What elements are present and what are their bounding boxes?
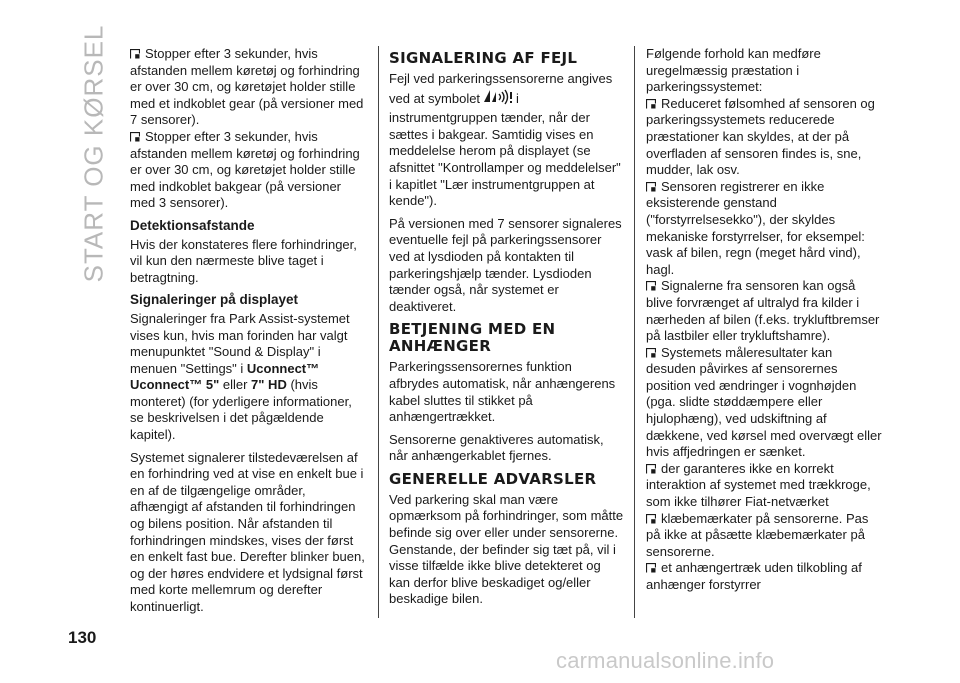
paragraph: Parkeringssensorernes funktion afbrydes automatisk, når anhængerens kabel sluttes til stikket på anhængertrækket. xyxy=(389,359,616,425)
column-divider xyxy=(378,46,379,618)
bullet-item: der garanteres ikke en korrekt interaktion af systemet med trækkroge, som ikke tilhører Fiat-netværket xyxy=(646,460,871,510)
parking-sensor-fault-icon xyxy=(482,88,514,111)
checkbox-bullet-icon xyxy=(130,132,140,142)
paragraph: Signaleringer fra Park Assist-systemet vises kun, hvis man forinden har valgt menupunktet "Sound & Display" i menuen "Settings" i Uconnect™ Uconnect™ 5" eller 7" HD (hvis monteret) (for yderligere informationer, se beskrivelsen i det pågældende kapitel). xyxy=(130,310,352,443)
section-heading: SIGNALERING AF FEJL xyxy=(389,49,578,67)
section-heading: Detektionsafstande xyxy=(130,217,255,233)
checkbox-bullet-icon xyxy=(646,514,656,524)
paragraph: Fejl ved parkeringssensorerne angives ved at symbolet i instrumentgruppen tænder, når der sættes i bakgear. Samtidig vises en meddelelse herom på displayet (se afsnittet "Kontrollamper og meddelelser" i kapitlet "Lær instrumentgruppen at kende"). xyxy=(389,71,621,209)
checkbox-bullet-icon xyxy=(646,281,656,291)
checkbox-bullet-icon xyxy=(646,348,656,358)
paragraph: På versionen med 7 sensorer signaleres eventuelle fejl på parkeringssensorer ved at lysdioden på kontakten til parkeringshjælp tænder. Lysdioden tænder også, når systemet er deaktiveret. xyxy=(389,215,622,314)
section-heading: BETJENING MED EN ANHÆNGER xyxy=(389,320,556,356)
paragraph: Følgende forhold kan medføre uregelmæssig præstation i parkeringssystemet: xyxy=(646,46,821,95)
paragraph: Systemet signalerer tilstedeværelsen af en forhindring ved at vise en enkelt bue i en af de tilgængelige områder, afhængigt af afstanden til forhindringen og bilens position. Når afstanden til forhindringen mindskes, vises der først en enkelt fast bue. Derefter blinker buen, og der høres endvidere et lydsignal først med korte mellemrum og derefter kontinuerligt. xyxy=(130,449,365,614)
bullet-item: Reduceret følsomhed af sensoren og parkeringssystemets reducerede præstationer kan skyldes, at der på overfladen af sensoren findes is, sne, mudder, lak osv. xyxy=(646,95,875,178)
checkbox-bullet-icon xyxy=(130,49,140,59)
section-heading: GENERELLE ADVARSLER xyxy=(389,469,597,488)
bullet-item: Systemets måleresultater kan desuden påvirkes af sensorernes position ved ændringer i vognhøjden (pga. slidte støddæmpere eller hjulophæng), ved udskiftning af dækkene, ved kørsel med overvægt eller hvis affjedringen er sænket. xyxy=(646,344,882,460)
column-1 xyxy=(130,46,366,622)
page-number: 130 xyxy=(68,628,97,647)
checkbox-bullet-icon xyxy=(646,563,656,573)
bullet-item: Stopper efter 3 sekunder, hvis afstanden mellem køretøj og forhindring er over 30 cm, og køretøjet holder stille med et indkoblet gear (på versioner med 7 sensorer). xyxy=(130,46,364,128)
bullet-item: et anhængertræk uden tilkobling af anhænger forstyrrer xyxy=(646,560,862,592)
checkbox-bullet-icon xyxy=(646,464,656,474)
column-3 xyxy=(646,46,882,594)
checkbox-bullet-icon xyxy=(646,99,656,109)
chapter-side-title xyxy=(76,24,112,282)
bullet-item: Signalerne fra sensoren kan også blive forvrænget af ultralyd fra kilder i nærheden af bilen (f.eks. trykluftbremser på lastbiler eller trykluftshamre). xyxy=(646,278,880,344)
watermark: carmanualsonline.info xyxy=(556,648,775,673)
bullet-item: Stopper efter 3 sekunder, hvis afstanden mellem køretøj og forhindring er over 30 cm, og køretøjet holder stille med indkoblet bakgear (på versioner med 3 sensorer). xyxy=(130,128,360,211)
chapter-title-text: START OG KØRSEL xyxy=(78,24,109,282)
section-heading: Signaleringer på displayet xyxy=(130,292,299,308)
paragraph: Ved parkering skal man være opmærksom på forhindringer, som måtte befinde sig over eller under sensorerne. Genstande, der befinder sig tæt på, vil i visse tilfælde ikke blive detekteret og kan derfor blive beskadiget og/eller beskadige bilen. xyxy=(389,491,624,607)
bullet-item: klæbemærkater på sensorerne. Pas på ikke at påsætte klæbemærkater på sensorerne. xyxy=(646,510,869,559)
paragraph: Sensorerne genaktiveres automatisk, når anhængerkablet fjernes. xyxy=(389,431,604,464)
checkbox-bullet-icon xyxy=(646,182,656,192)
column-2 xyxy=(389,46,625,614)
bullet-item: Sensoren registrerer en ikke eksisterende genstand ("forstyrrelsesekko"), der skyldes mekaniske forstyrrelser, for eksempel: vask af bilen, regn (meget hård vind), hagl. xyxy=(646,178,865,277)
column-divider xyxy=(634,46,635,618)
paragraph: Hvis der konstateres flere forhindringer, vil kun den nærmeste blive taget i betragtning. xyxy=(130,236,357,285)
